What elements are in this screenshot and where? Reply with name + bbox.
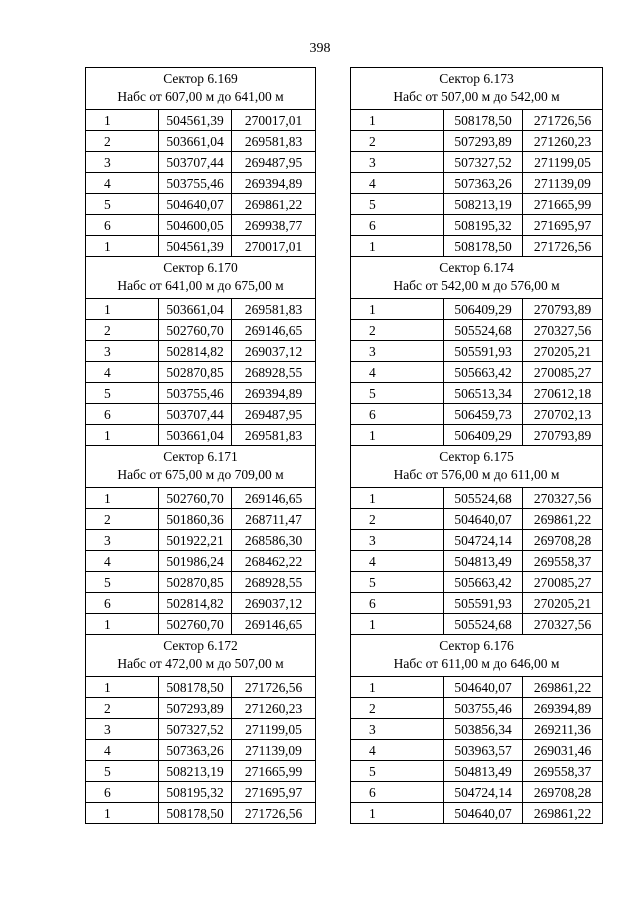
point-number: 3 bbox=[351, 530, 444, 551]
coordinate-y: 270017,01 bbox=[232, 236, 316, 257]
table-row bbox=[351, 593, 603, 614]
coordinate-x: 504640,07 bbox=[159, 194, 232, 215]
coordinate-x: 504561,39 bbox=[159, 236, 232, 257]
point-number: 4 bbox=[86, 362, 159, 383]
coordinate-y: 270793,89 bbox=[523, 299, 603, 320]
sector-title: Сектор 6.176 bbox=[439, 638, 514, 653]
point-number: 6 bbox=[351, 215, 444, 236]
point-number: 3 bbox=[86, 341, 159, 362]
point-number: 6 bbox=[86, 404, 159, 425]
coordinate-x: 506409,29 bbox=[444, 425, 523, 446]
sector-block bbox=[85, 446, 316, 635]
sector-block bbox=[350, 257, 603, 446]
coordinate-y: 268586,30 bbox=[232, 530, 316, 551]
point-number: 2 bbox=[86, 131, 159, 152]
coordinate-y: 269861,22 bbox=[523, 677, 603, 698]
point-number: 1 bbox=[86, 803, 159, 824]
point-number: 5 bbox=[86, 383, 159, 404]
sector-subtitle: Набс от 542,00 м до 576,00 м bbox=[393, 278, 560, 293]
table-row bbox=[86, 782, 316, 803]
table-row bbox=[351, 152, 603, 173]
coordinate-y: 269394,89 bbox=[232, 173, 316, 194]
table-row bbox=[351, 194, 603, 215]
coordinate-y: 269146,65 bbox=[232, 614, 316, 635]
right-column bbox=[350, 67, 603, 824]
coordinate-y: 270085,27 bbox=[523, 572, 603, 593]
coordinate-x: 502814,82 bbox=[159, 341, 232, 362]
coordinate-x: 504724,14 bbox=[444, 530, 523, 551]
coordinate-x: 508178,50 bbox=[444, 110, 523, 131]
table-row bbox=[351, 404, 603, 425]
point-number: 2 bbox=[86, 698, 159, 719]
table-row bbox=[351, 320, 603, 341]
coordinate-y: 268928,55 bbox=[232, 362, 316, 383]
coordinate-y: 269581,83 bbox=[232, 425, 316, 446]
sector-title: Сектор 6.172 bbox=[163, 638, 238, 653]
coordinate-y: 268711,47 bbox=[232, 509, 316, 530]
sector-header bbox=[350, 257, 603, 298]
coordinate-y: 270327,56 bbox=[523, 320, 603, 341]
coordinate-x: 507293,89 bbox=[444, 131, 523, 152]
coordinate-x: 507327,52 bbox=[444, 152, 523, 173]
coordinate-x: 502870,85 bbox=[159, 572, 232, 593]
coordinate-y: 269487,95 bbox=[232, 152, 316, 173]
sector-title: Сектор 6.173 bbox=[439, 71, 514, 86]
coordinate-y: 270793,89 bbox=[523, 425, 603, 446]
table-row bbox=[86, 425, 316, 446]
coordinate-x: 503661,04 bbox=[159, 131, 232, 152]
point-number: 2 bbox=[86, 320, 159, 341]
table-row bbox=[86, 509, 316, 530]
table-row bbox=[86, 551, 316, 572]
coordinate-y: 268462,22 bbox=[232, 551, 316, 572]
coordinates-table bbox=[350, 298, 603, 446]
coordinate-y: 271260,23 bbox=[523, 131, 603, 152]
table-row bbox=[86, 740, 316, 761]
coordinate-y: 269938,77 bbox=[232, 215, 316, 236]
coordinate-y: 271726,56 bbox=[523, 110, 603, 131]
coordinate-x: 506409,29 bbox=[444, 299, 523, 320]
coordinate-x: 508178,50 bbox=[159, 803, 232, 824]
coordinate-x: 505524,68 bbox=[444, 320, 523, 341]
table-row bbox=[86, 194, 316, 215]
sector-title: Сектор 6.175 bbox=[439, 449, 514, 464]
coordinates-table bbox=[350, 676, 603, 824]
sector-block bbox=[85, 67, 316, 257]
sector-subtitle: Набс от 675,00 м до 709,00 м bbox=[117, 467, 284, 482]
coordinate-x: 504813,49 bbox=[444, 551, 523, 572]
point-number: 1 bbox=[351, 614, 444, 635]
coordinate-x: 502814,82 bbox=[159, 593, 232, 614]
coordinate-x: 502870,85 bbox=[159, 362, 232, 383]
point-number: 3 bbox=[351, 719, 444, 740]
coordinate-x: 503661,04 bbox=[159, 425, 232, 446]
table-row bbox=[86, 719, 316, 740]
coordinate-y: 270702,13 bbox=[523, 404, 603, 425]
table-row bbox=[86, 572, 316, 593]
left-column bbox=[85, 67, 316, 824]
table-row bbox=[351, 215, 603, 236]
sector-subtitle: Набс от 611,00 м до 646,00 м bbox=[393, 656, 560, 671]
sector-subtitle: Набс от 472,00 м до 507,00 м bbox=[117, 656, 284, 671]
coordinate-y: 271199,05 bbox=[523, 152, 603, 173]
coordinate-y: 269146,65 bbox=[232, 320, 316, 341]
table-row bbox=[351, 299, 603, 320]
point-number: 3 bbox=[86, 719, 159, 740]
point-number: 2 bbox=[351, 131, 444, 152]
point-number: 1 bbox=[351, 677, 444, 698]
coordinate-x: 504561,39 bbox=[159, 110, 232, 131]
coordinate-x: 507363,26 bbox=[159, 740, 232, 761]
coordinate-x: 508195,32 bbox=[444, 215, 523, 236]
coordinate-x: 507293,89 bbox=[159, 698, 232, 719]
coordinate-y: 269861,22 bbox=[232, 194, 316, 215]
table-row bbox=[351, 110, 603, 131]
table-row bbox=[86, 698, 316, 719]
table-row bbox=[86, 173, 316, 194]
coordinate-y: 270612,18 bbox=[523, 383, 603, 404]
coordinate-x: 507363,26 bbox=[444, 173, 523, 194]
point-number: 1 bbox=[86, 425, 159, 446]
table-row bbox=[351, 551, 603, 572]
point-number: 1 bbox=[86, 614, 159, 635]
coordinate-x: 508213,19 bbox=[159, 761, 232, 782]
coordinate-y: 271726,56 bbox=[523, 236, 603, 257]
sector-block bbox=[350, 635, 603, 824]
point-number: 3 bbox=[351, 152, 444, 173]
coordinate-x: 504600,05 bbox=[159, 215, 232, 236]
coordinate-x: 504640,07 bbox=[444, 803, 523, 824]
sector-header bbox=[85, 67, 316, 109]
point-number: 4 bbox=[351, 362, 444, 383]
coordinate-x: 506513,34 bbox=[444, 383, 523, 404]
point-number: 1 bbox=[351, 425, 444, 446]
point-number: 5 bbox=[351, 572, 444, 593]
table-row bbox=[351, 740, 603, 761]
coordinate-y: 269581,83 bbox=[232, 131, 316, 152]
point-number: 6 bbox=[351, 782, 444, 803]
coordinate-x: 508178,50 bbox=[159, 677, 232, 698]
sector-subtitle: Набс от 607,00 м до 641,00 м bbox=[117, 89, 284, 104]
coordinate-y: 269861,22 bbox=[523, 803, 603, 824]
point-number: 6 bbox=[351, 593, 444, 614]
table-row bbox=[351, 572, 603, 593]
coordinate-x: 504813,49 bbox=[444, 761, 523, 782]
sector-header bbox=[350, 67, 603, 109]
coordinate-y: 270327,56 bbox=[523, 488, 603, 509]
table-row bbox=[86, 299, 316, 320]
coordinate-y: 269037,12 bbox=[232, 341, 316, 362]
table-row bbox=[86, 341, 316, 362]
point-number: 2 bbox=[86, 509, 159, 530]
coordinates-table bbox=[85, 109, 316, 257]
coordinate-x: 503661,04 bbox=[159, 299, 232, 320]
point-number: 4 bbox=[351, 551, 444, 572]
page-number: 398 bbox=[309, 41, 331, 56]
coordinate-x: 503963,57 bbox=[444, 740, 523, 761]
sector-header bbox=[350, 635, 603, 676]
coordinate-y: 271665,99 bbox=[523, 194, 603, 215]
coordinate-y: 270205,21 bbox=[523, 593, 603, 614]
table-row bbox=[86, 215, 316, 236]
coordinate-y: 270085,27 bbox=[523, 362, 603, 383]
coordinate-y: 269037,12 bbox=[232, 593, 316, 614]
table-row bbox=[86, 362, 316, 383]
sector-header bbox=[85, 635, 316, 676]
table-row bbox=[351, 614, 603, 635]
table-row bbox=[351, 509, 603, 530]
coordinates-table bbox=[85, 676, 316, 824]
coordinate-y: 271726,56 bbox=[232, 677, 316, 698]
table-row bbox=[351, 362, 603, 383]
point-number: 6 bbox=[351, 404, 444, 425]
table-row bbox=[86, 593, 316, 614]
table-row bbox=[86, 677, 316, 698]
point-number: 5 bbox=[351, 383, 444, 404]
coordinate-x: 505663,42 bbox=[444, 362, 523, 383]
table-row bbox=[86, 530, 316, 551]
table-row bbox=[86, 488, 316, 509]
table-row bbox=[86, 152, 316, 173]
coordinate-x: 508213,19 bbox=[444, 194, 523, 215]
coordinate-y: 269487,95 bbox=[232, 404, 316, 425]
coordinate-x: 505591,93 bbox=[444, 593, 523, 614]
coordinate-x: 501860,36 bbox=[159, 509, 232, 530]
sector-subtitle: Набс от 641,00 м до 675,00 м bbox=[117, 278, 284, 293]
table-row bbox=[351, 488, 603, 509]
point-number: 2 bbox=[351, 698, 444, 719]
coordinate-y: 269394,89 bbox=[523, 698, 603, 719]
coordinate-x: 502760,70 bbox=[159, 320, 232, 341]
point-number: 1 bbox=[86, 236, 159, 257]
coordinate-y: 269581,83 bbox=[232, 299, 316, 320]
table-row bbox=[86, 131, 316, 152]
point-number: 1 bbox=[86, 110, 159, 131]
point-number: 1 bbox=[86, 299, 159, 320]
point-number: 1 bbox=[351, 299, 444, 320]
sector-subtitle: Набс от 576,00 м до 611,00 м bbox=[393, 467, 560, 482]
coordinate-x: 503707,44 bbox=[159, 404, 232, 425]
table-row bbox=[351, 173, 603, 194]
coordinate-x: 506459,73 bbox=[444, 404, 523, 425]
coordinate-x: 503755,46 bbox=[159, 173, 232, 194]
table-row bbox=[351, 425, 603, 446]
table-row bbox=[86, 404, 316, 425]
coordinate-x: 501922,21 bbox=[159, 530, 232, 551]
point-number: 3 bbox=[86, 530, 159, 551]
sector-block bbox=[350, 67, 603, 257]
sector-header bbox=[85, 446, 316, 487]
point-number: 1 bbox=[351, 236, 444, 257]
table-row bbox=[351, 782, 603, 803]
sector-title: Сектор 6.174 bbox=[439, 260, 514, 275]
point-number: 6 bbox=[86, 593, 159, 614]
table-row bbox=[351, 698, 603, 719]
coordinate-y: 269708,28 bbox=[523, 530, 603, 551]
table-row bbox=[351, 803, 603, 824]
table-row bbox=[86, 614, 316, 635]
point-number: 5 bbox=[86, 761, 159, 782]
coordinate-y: 271199,05 bbox=[232, 719, 316, 740]
table-row bbox=[86, 320, 316, 341]
point-number: 6 bbox=[86, 215, 159, 236]
coordinate-y: 271665,99 bbox=[232, 761, 316, 782]
table-row bbox=[351, 383, 603, 404]
sector-subtitle: Набс от 507,00 м до 542,00 м bbox=[393, 89, 560, 104]
sector-block bbox=[350, 446, 603, 635]
coordinate-x: 504640,07 bbox=[444, 509, 523, 530]
sector-header bbox=[85, 257, 316, 298]
point-number: 2 bbox=[351, 509, 444, 530]
coordinates-table bbox=[85, 298, 316, 446]
table-row bbox=[351, 341, 603, 362]
point-number: 3 bbox=[86, 152, 159, 173]
table-row bbox=[351, 131, 603, 152]
point-number: 1 bbox=[351, 110, 444, 131]
point-number: 1 bbox=[86, 488, 159, 509]
table-row bbox=[351, 236, 603, 257]
coordinate-x: 504724,14 bbox=[444, 782, 523, 803]
table-row bbox=[86, 110, 316, 131]
coordinate-x: 505663,42 bbox=[444, 572, 523, 593]
table-row bbox=[351, 719, 603, 740]
coordinate-y: 269558,37 bbox=[523, 551, 603, 572]
coordinate-y: 270327,56 bbox=[523, 614, 603, 635]
coordinate-x: 508195,32 bbox=[159, 782, 232, 803]
coordinate-x: 503755,46 bbox=[444, 698, 523, 719]
coordinate-y: 269708,28 bbox=[523, 782, 603, 803]
point-number: 5 bbox=[86, 572, 159, 593]
coordinate-x: 505591,93 bbox=[444, 341, 523, 362]
coordinate-y: 269146,65 bbox=[232, 488, 316, 509]
coordinate-y: 269031,46 bbox=[523, 740, 603, 761]
table-row bbox=[351, 530, 603, 551]
coordinate-y: 271139,09 bbox=[523, 173, 603, 194]
coordinate-x: 503856,34 bbox=[444, 719, 523, 740]
point-number: 2 bbox=[351, 320, 444, 341]
coordinate-y: 270017,01 bbox=[232, 110, 316, 131]
point-number: 3 bbox=[351, 341, 444, 362]
point-number: 6 bbox=[86, 782, 159, 803]
coordinate-y: 269394,89 bbox=[232, 383, 316, 404]
coordinate-y: 271695,97 bbox=[232, 782, 316, 803]
coordinates-table bbox=[350, 487, 603, 635]
point-number: 4 bbox=[86, 551, 159, 572]
coordinate-x: 502760,70 bbox=[159, 488, 232, 509]
coordinate-y: 271260,23 bbox=[232, 698, 316, 719]
coordinate-y: 270205,21 bbox=[523, 341, 603, 362]
table-row bbox=[351, 677, 603, 698]
sector-title: Сектор 6.169 bbox=[163, 71, 238, 86]
point-number: 5 bbox=[351, 761, 444, 782]
point-number: 1 bbox=[351, 488, 444, 509]
coordinates-table bbox=[350, 109, 603, 257]
point-number: 4 bbox=[86, 740, 159, 761]
sector-title: Сектор 6.171 bbox=[163, 449, 238, 464]
coordinate-x: 507327,52 bbox=[159, 719, 232, 740]
coordinate-y: 271695,97 bbox=[523, 215, 603, 236]
table-row bbox=[86, 761, 316, 782]
coordinate-x: 502760,70 bbox=[159, 614, 232, 635]
coordinate-x: 504640,07 bbox=[444, 677, 523, 698]
coordinate-x: 501986,24 bbox=[159, 551, 232, 572]
table-row bbox=[351, 761, 603, 782]
point-number: 5 bbox=[86, 194, 159, 215]
sector-block bbox=[85, 257, 316, 446]
table-row bbox=[86, 803, 316, 824]
coordinate-y: 269211,36 bbox=[523, 719, 603, 740]
coordinate-x: 505524,68 bbox=[444, 614, 523, 635]
coordinate-y: 268928,55 bbox=[232, 572, 316, 593]
point-number: 4 bbox=[351, 173, 444, 194]
coordinate-x: 503755,46 bbox=[159, 383, 232, 404]
coordinate-y: 269558,37 bbox=[523, 761, 603, 782]
table-row bbox=[86, 236, 316, 257]
point-number: 5 bbox=[351, 194, 444, 215]
coordinate-y: 269861,22 bbox=[523, 509, 603, 530]
coordinates-table bbox=[85, 487, 316, 635]
coordinate-x: 505524,68 bbox=[444, 488, 523, 509]
table-row bbox=[86, 383, 316, 404]
point-number: 4 bbox=[86, 173, 159, 194]
coordinate-x: 503707,44 bbox=[159, 152, 232, 173]
point-number: 1 bbox=[351, 803, 444, 824]
point-number: 4 bbox=[351, 740, 444, 761]
point-number: 1 bbox=[86, 677, 159, 698]
coordinate-y: 271726,56 bbox=[232, 803, 316, 824]
coordinate-x: 508178,50 bbox=[444, 236, 523, 257]
sector-block bbox=[85, 635, 316, 824]
sector-header bbox=[350, 446, 603, 487]
sector-title: Сектор 6.170 bbox=[163, 260, 238, 275]
coordinate-y: 271139,09 bbox=[232, 740, 316, 761]
